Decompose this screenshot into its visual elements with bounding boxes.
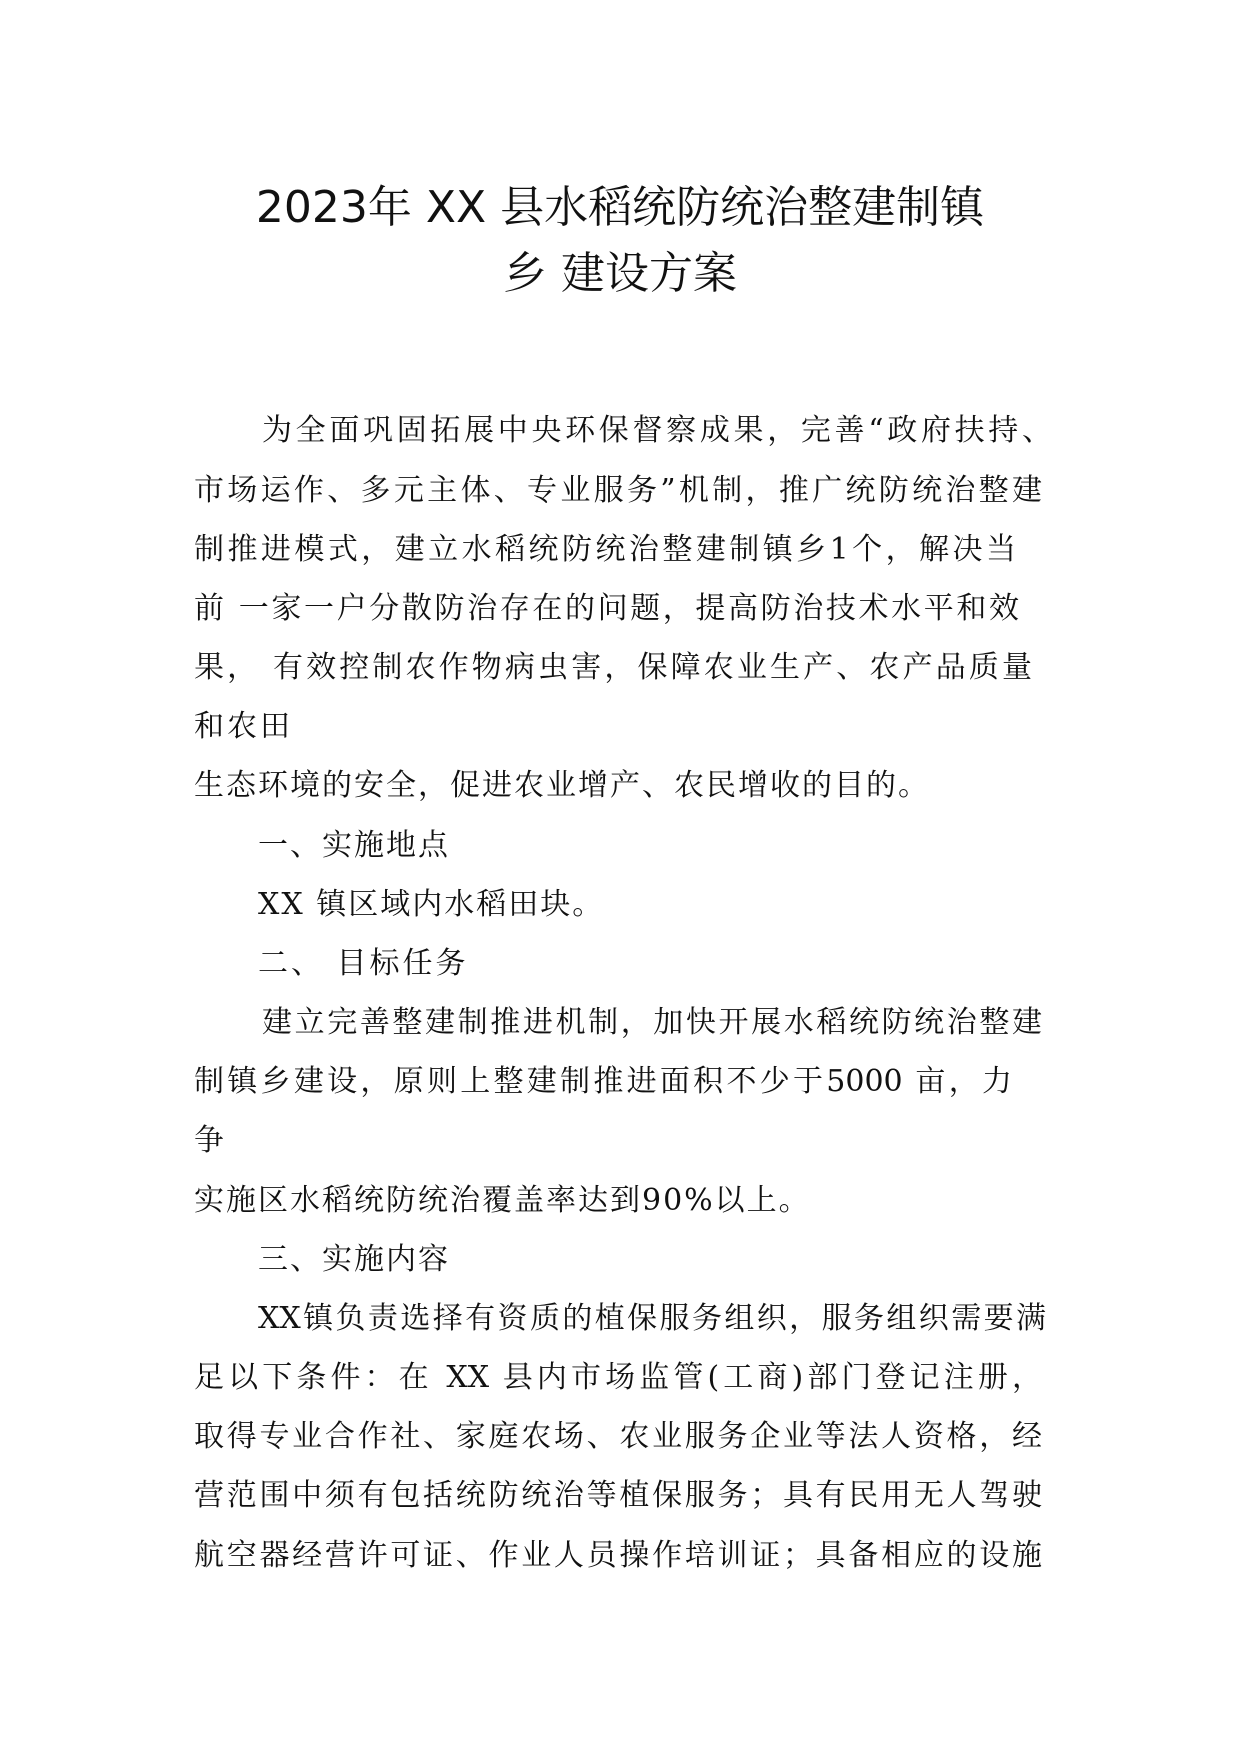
body-line-10: 制镇乡建设，原则上整建制推进面积不少于5000 亩，力 (194, 1064, 1012, 1099)
body-line-5: 果， 有效控制农作物病虫害，保障农业生产、农产品质量 (194, 650, 1032, 685)
body-line-7: 生态环境的安全，促进农业增产、农民增收的目的。 (194, 768, 930, 803)
body-line-16: 营范围中须有包括统防统治等植保服务；具有民用无人驾驶 (194, 1478, 1042, 1513)
document-title-line-2: 乡 建设方案 (503, 248, 737, 299)
body-line-12: 实施区水稻统防统治覆盖率达到90%以上。 (194, 1183, 811, 1218)
body-line-17: 航空器经营许可证、作业人员操作培训证；具备相应的设施 (194, 1538, 1042, 1573)
document-title-line-1: 2023年 XX 县水稻统防统治整建制镇 (255, 182, 985, 233)
body-line-15: 取得专业合作社、家庭农场、农业服务企业等法人资格，经 (194, 1419, 1042, 1454)
section-heading-3: 三、实施内容 (258, 1242, 450, 1277)
body-line-11: 争 (194, 1123, 224, 1158)
section-heading-1: 一、实施地点 (258, 828, 450, 863)
body-line-8: XX 镇区域内水稻田块。 (258, 887, 605, 922)
body-line-6: 和农田 (194, 709, 293, 744)
body-line-4: 前 一家一户分散防治存在的问题，提高防治技术水平和效 (194, 591, 1019, 626)
body-line-2: 市场运作、多元主体、专业服务”机制，推广统防统治整建 (194, 473, 1042, 508)
body-line-14: 足以下条件：在 XX 县内市场监管(工商)部门登记注册， (194, 1360, 1042, 1395)
section-heading-2: 二、 目标任务 (258, 946, 469, 981)
body-line-9: 建立完善整建制推进机制，加快开展水稻统防统治整建 (262, 1005, 1042, 1040)
body-line-3: 制推进模式，建立水稻统防统治整建制镇乡1个，解决当 (194, 532, 1016, 567)
body-line-1: 为全面巩固拓展中央环保督察成果，完善“政府扶持、 (262, 413, 1052, 448)
body-line-13: XX镇负责选择有资质的植保服务组织，服务组织需要满 (258, 1301, 1046, 1336)
